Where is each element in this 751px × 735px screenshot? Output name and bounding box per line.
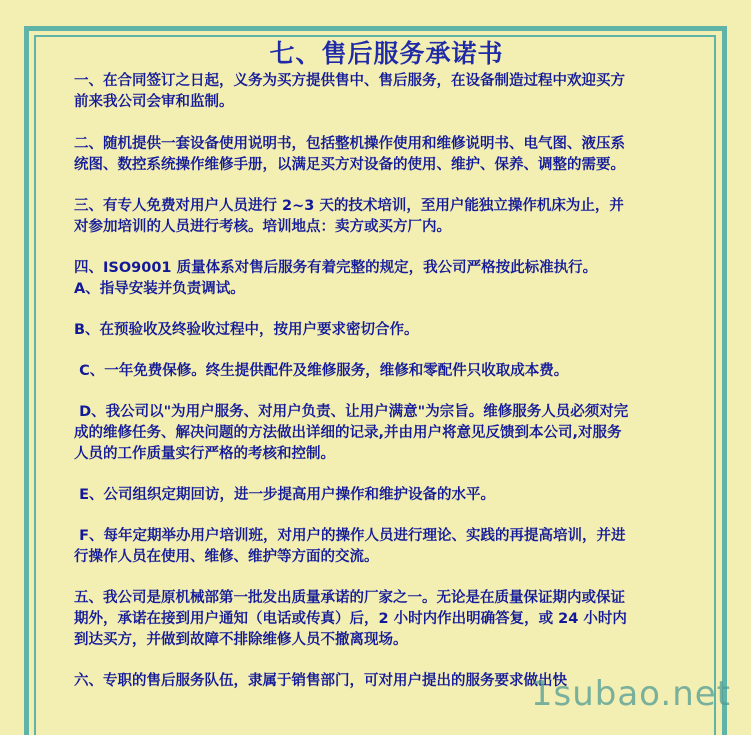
paragraph-4e: E、公司组织定期回访，进一步提高用户操作和维护设备的水平。 <box>74 487 495 503</box>
paragraph-5: 五、我公司是原机械部第一批发出质量承诺的厂家之一。无论是在质量保证期内或保证期外，承诺在接到用户通知（电话或传真）后，2 小时内作出明确答复，或 24 小时内到达买方，并做到故障不排除维修人员不撤离现场。 <box>74 590 627 648</box>
document-body <box>74 71 634 712</box>
paragraph-4: 四、ISO9001 质量体系对售后服务有着完整的规定，我公司严格按此标准执行。 <box>74 260 598 276</box>
paragraph-4b: B、在预验收及终验收过程中，按用户要求密切合作。 <box>74 322 419 338</box>
document-title: 七、售后服务承诺书 <box>269 39 504 68</box>
paragraph-2: 二、随机提供一套设备使用说明书，包括整机操作使用和维修说明书、电气图、液压系统图、数控系统操作维修手册，以满足买方对设备的使用、维护、保养、调整的需要。 <box>74 136 625 173</box>
paragraph-6: 六、专职的售后服务队伍，隶属于销售部门，可对用户提出的服务要求做出快 <box>74 673 567 689</box>
paragraph-1: 一、在合同签订之日起，义务为买方提供售中、售后服务，在设备制造过程中欢迎买方前来我公司会审和监制。 <box>74 73 625 110</box>
paragraph-4f: F、每年定期举办用户培训班，对用户的操作人员进行理论、实践的再提高培训，并进行操作人员在使用、维修、维护等方面的交流。 <box>74 528 626 565</box>
paragraph-3: 三、有专人免费对用户人员进行 2~3 天的技术培训，至用户能独立操作机床为止，并对参加培训的人员进行考核。培训地点：卖方或买方厂内。 <box>74 198 624 235</box>
paragraph-4c: C、一年免费保修。终生提供配件及维修服务，维修和零配件只收取成本费。 <box>74 363 569 379</box>
paragraph-4a: A、指导安装并负责调试。 <box>74 281 245 297</box>
paragraph-4d: D、我公司以"为用户服务、对用户负责、让用户满意"为宗旨。维修服务人员必须对完成的维修任务、解决问题的方法做出详细的记录,并由用户将意见反馈到本公司,对服务人员的工作质量实行严格的考核和控制。 <box>74 404 629 462</box>
site-watermark: 1subao.net <box>530 674 731 714</box>
